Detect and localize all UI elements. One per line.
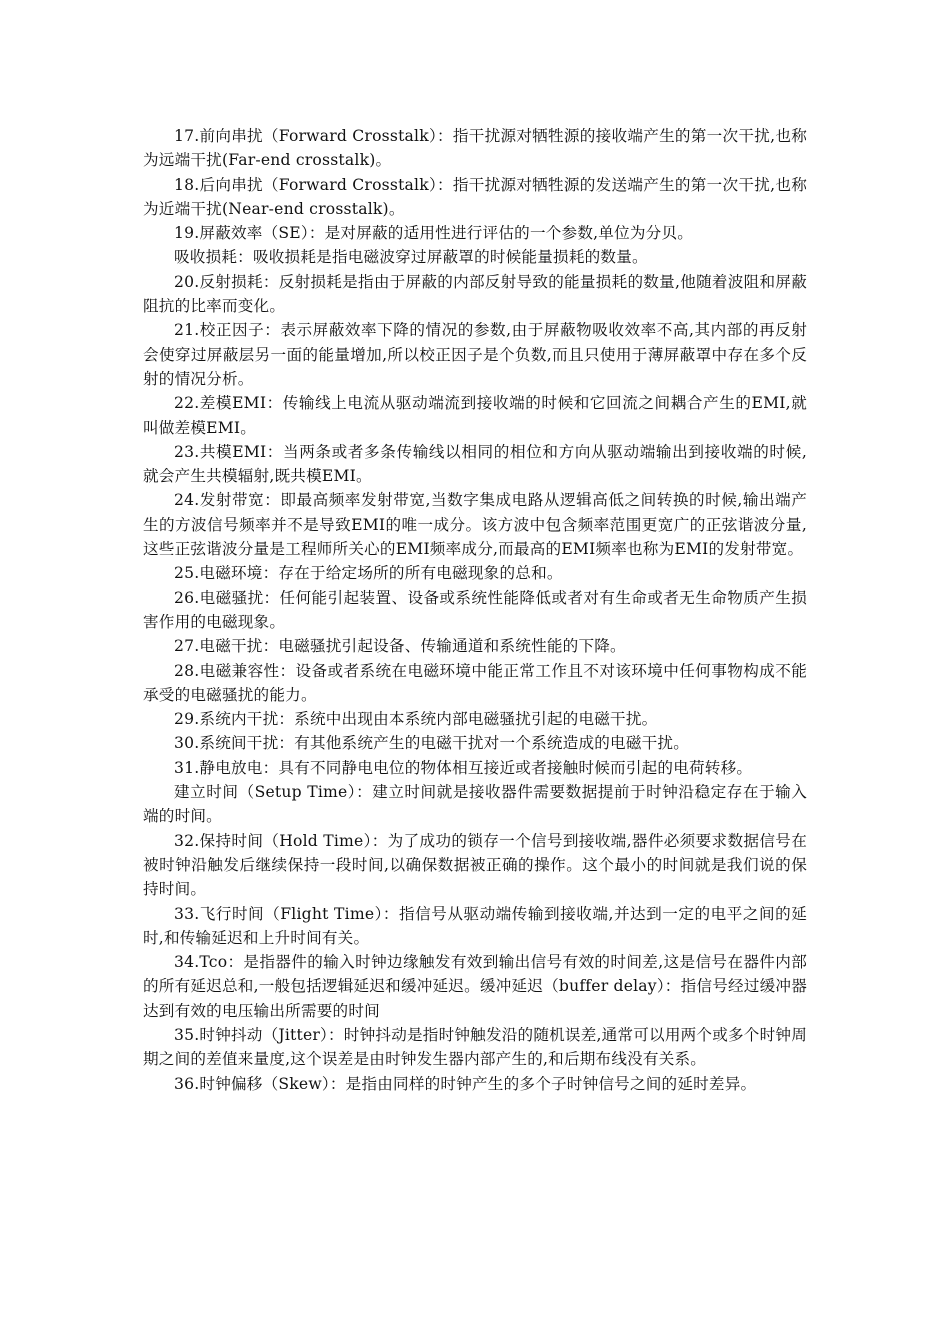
document-body (143, 124, 807, 1096)
paragraph-tco: 34.Tco：是指器件的输入时钟边缘触发有效到输出信号有效的时间差,这是信号在器件内部的所有延迟总和,一般包括逻辑延迟和缓冲延迟。缓冲延迟（buffer delay）：指信号经过缓冲器达到有效的电压输出所需要的时间 (143, 953, 807, 1020)
paragraph-common-mode-emi: 23.共模EMI：当两条或者多条传输线以相同的相位和方向从驱动端输出到接收端的时候,就会产生共模辐射,既共模EMI。 (143, 442, 807, 486)
paragraph-clock-jitter: 35.时钟抖动（Jitter）：时钟抖动是指时钟触发沿的随机误差,通常可以用两个或多个时钟周期之间的差值来量度,这个误差是由时钟发生器内部产生的,和后期布线没有关系。 (143, 1025, 807, 1069)
paragraph-electromagnetic-interference: 27.电磁干扰：电磁骚扰引起设备、传输通道和系统性能的下降。 (174, 637, 626, 656)
paragraph-shielding-efficiency: 19.屏蔽效率（SE）：是对屏蔽的适用性进行评估的一个参数,单位为分贝。 (174, 224, 694, 243)
paragraph-electromagnetic-compatibility: 28.电磁兼容性：设备或者系统在电磁环境中能正常工作且不对该环境中任何事物构成不能承受的电磁骚扰的能力。 (143, 661, 807, 704)
paragraph-intra-system-interference: 29.系统内干扰：系统中出现由本系统内部电磁骚扰引起的电磁干扰。 (174, 710, 658, 729)
paragraph-reflection-loss: 20.反射损耗：反射损耗是指由于屏蔽的内部反射导致的能量损耗的数量,他随着波阻和屏蔽阻抗的比率而变化。 (143, 272, 807, 316)
paragraph-backward-crosstalk: 18.后向串扰（Forward Crosstalk）：指干扰源对牺牲源的发送端产生的第一次干扰,也称为近端干扰(Near-end crosstalk)。 (143, 175, 807, 218)
paragraph-differential-mode-emi: 22.差模EMI：传输线上电流从驱动端流到接收端的时候和它回流之间耦合产生的EMI,就叫做差模EMI。 (143, 394, 807, 437)
paragraph-flight-time: 33.飞行时间（Flight Time）：指信号从驱动端传输到接收端,并达到一定的电平之间的延时,和传输延迟和上升时间有关。 (143, 904, 807, 947)
paragraph-electrostatic-discharge: 31.静电放电：具有不同静电电位的物体相互接近或者接触时候而引起的电荷转移。 (174, 758, 753, 777)
paragraph-emission-bandwidth: 24.发射带宽：即最高频率发射带宽,当数字集成电路从逻辑高低之间转换的时候,输出端产生的方波信号频率并不是导致EMI的唯一成分。该方波中包含频率范围更宽广的正弦谐波分量,这些正弦谐波分量是工程师所关心的EMI频率成分,而最高的EMI频率也称为EMI的发射带宽。 (143, 491, 807, 559)
paragraph-forward-crosstalk: 17.前向串扰（Forward Crosstalk）：指干扰源对牺牲源的接收端产生的第一次干扰,也称为远端干扰(Far-end crosstalk)。 (143, 127, 807, 170)
paragraph-electromagnetic-disturbance: 26.电磁骚扰：任何能引起装置、设备或系统性能降低或者对有生命或者无生命物质产生损害作用的电磁现象。 (143, 588, 807, 631)
paragraph-hold-time: 32.保持时间（Hold Time）：为了成功的锁存一个信号到接收端,器件必须要求数据信号在被时钟沿触发后继续保持一段时间,以确保数据被正确的操作。这个最小的时间就是我们说的保持时间。 (143, 831, 807, 899)
paragraph-setup-time: 建立时间（Setup Time）：建立时间就是接收器件需要数据提前于时钟沿稳定存在于输入端的时间。 (143, 783, 807, 826)
paragraph-electromagnetic-environment: 25.电磁环境：存在于给定场所的所有电磁现象的总和。 (174, 564, 563, 583)
paragraph-clock-skew: 36.时钟偏移（Skew）：是指由同样的时钟产生的多个子时钟信号之间的延时差异。 (174, 1074, 757, 1093)
paragraph-absorption-loss: 吸收损耗：吸收损耗是指电磁波穿过屏蔽罩的时候能量损耗的数量。 (174, 248, 648, 267)
paragraph-correction-factor: 21.校正因子：表示屏蔽效率下降的情况的参数,由于屏蔽物吸收效率不高,其内部的再反射会使穿过屏蔽层另一面的能量增加,所以校正因子是个负数,而且只使用于薄屏蔽罩中存在多个反射的情况分析。 (143, 321, 807, 388)
paragraph-inter-system-interference: 30.系统间干扰：有其他系统产生的电磁干扰对一个系统造成的电磁干扰。 (174, 734, 690, 753)
